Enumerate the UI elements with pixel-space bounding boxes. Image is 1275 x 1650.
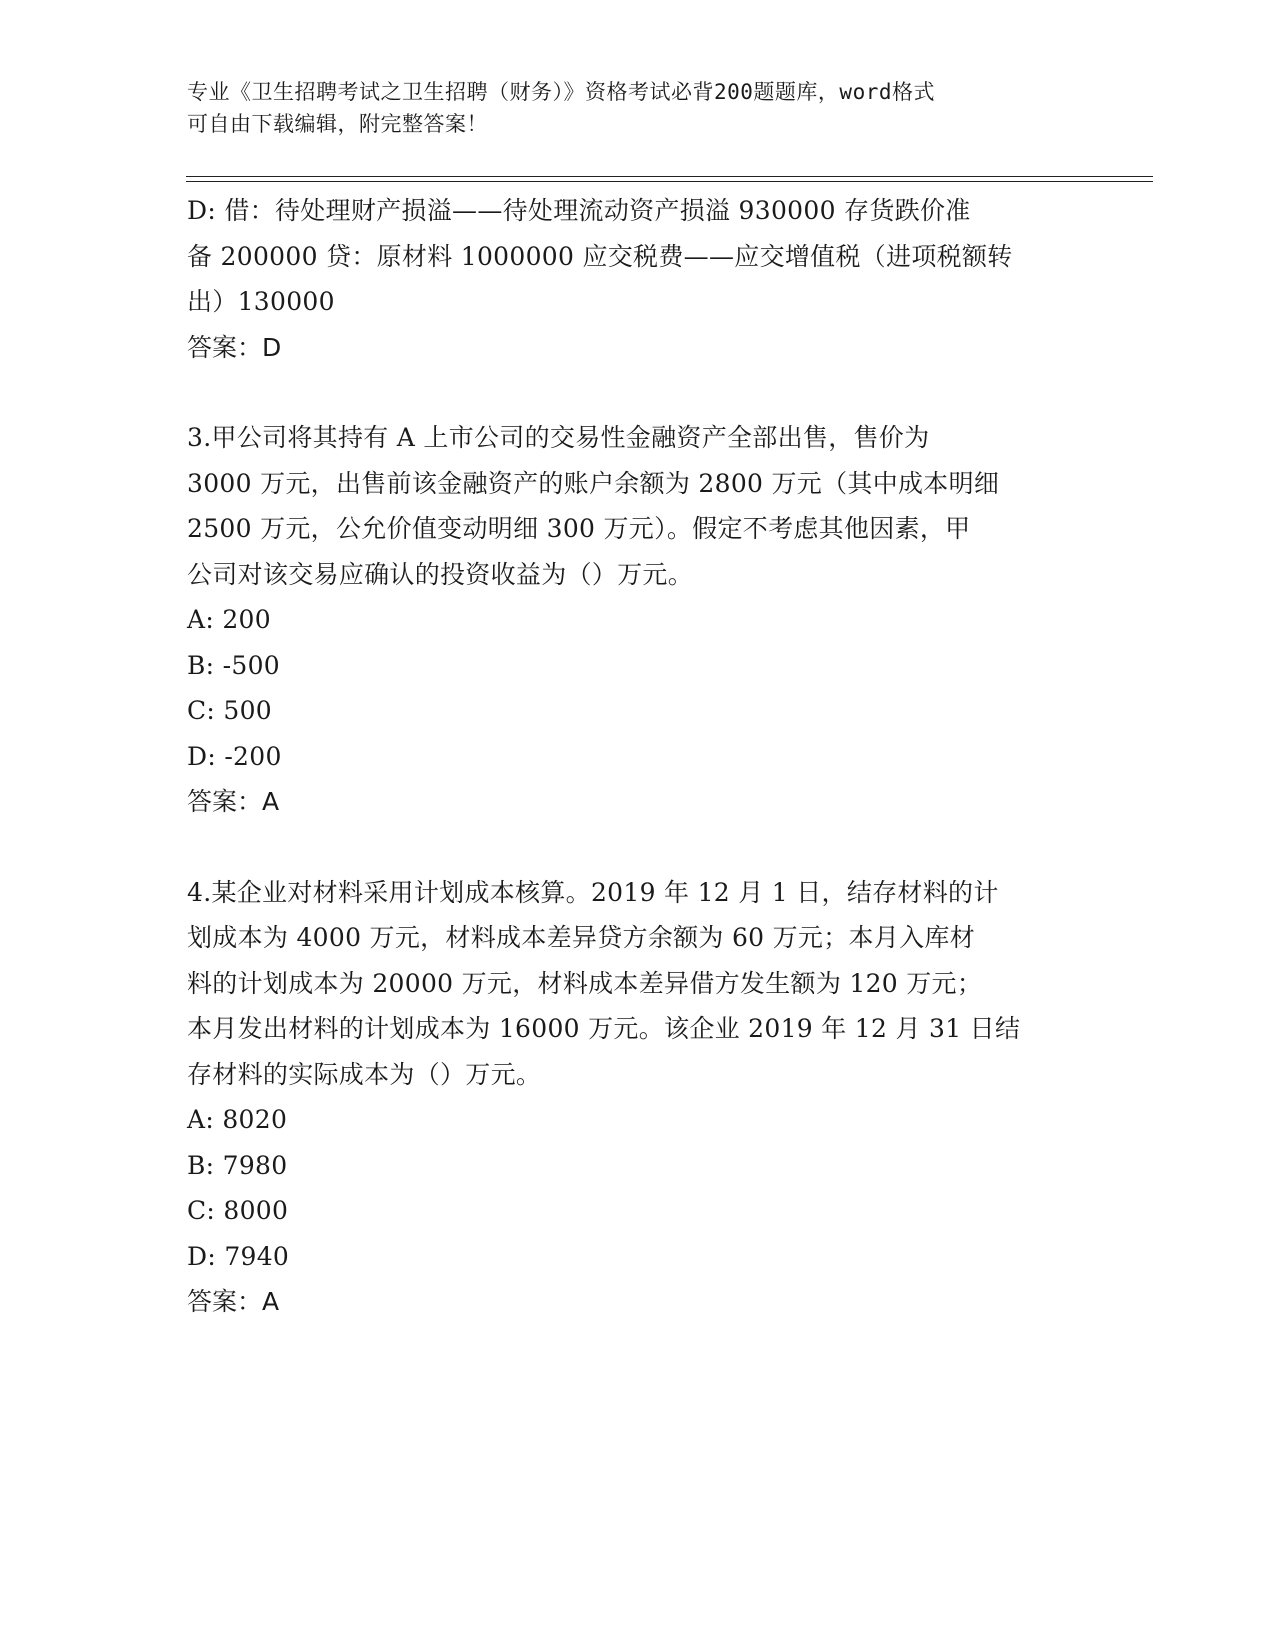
option-line: 备 200000 贷：原材料 1000000 应交税费——应交增值税（进项税额转 bbox=[187, 241, 1013, 271]
header-line: 可自由下载编辑，附完整答案！ bbox=[187, 112, 488, 136]
option-b: B: 7980 bbox=[187, 1150, 288, 1180]
stem-line: 4.某企业对材料采用计划成本核算。2019 年 12 月 1 日，结存材料的计 bbox=[187, 877, 999, 907]
answer-line: 答案：D bbox=[187, 332, 282, 362]
spacer bbox=[187, 370, 1087, 415]
header-divider-bottom bbox=[186, 181, 1153, 182]
stem-line: 3000 万元，出售前该金融资产的账户余额为 2800 万元（其中成本明细 bbox=[187, 468, 1000, 498]
answer-line: 答案：A bbox=[187, 1287, 280, 1316]
document-header bbox=[187, 76, 1087, 140]
option-a: A: 200 bbox=[187, 605, 271, 634]
stem-line: 3.甲公司将其持有 A 上市公司的交易性金融资产全部出售，售价为 bbox=[187, 423, 930, 452]
stem-line: 本月发出材料的计划成本为 16000 万元。该企业 2019 年 12 月 31 日结 bbox=[187, 1014, 1021, 1043]
stem-line: 存材料的实际成本为（）万元。 bbox=[187, 1059, 542, 1089]
stem-line: 划成本为 4000 万元，材料成本差异贷方余额为 60 万元；本月入库材 bbox=[187, 923, 976, 952]
option-b: B: -500 bbox=[187, 650, 281, 680]
option-d: D: 7940 bbox=[187, 1241, 290, 1271]
option-line: 出）130000 bbox=[187, 287, 335, 316]
header-line: 专业《卫生招聘考试之卫生招聘（财务）》资格考试必背200题题库，word格式 bbox=[187, 80, 935, 104]
spacer bbox=[187, 825, 1087, 870]
question-stem bbox=[187, 870, 1087, 1098]
option-a: A: 8020 bbox=[187, 1105, 288, 1134]
stem-line: 公司对该交易应确认的投资收益为（）万元。 bbox=[187, 559, 694, 589]
option-d: D: -200 bbox=[187, 741, 282, 771]
option-line: D: 借：待处理财产损溢——待处理流动资产损溢 930000 存货跌价准 bbox=[187, 196, 971, 225]
question-stem bbox=[187, 415, 1087, 597]
option-d-multiline bbox=[187, 188, 1087, 325]
document-body bbox=[187, 188, 1087, 1325]
answer-line: 答案：A bbox=[187, 787, 280, 816]
stem-line: 2500 万元，公允价值变动明细 300 万元）。假定不考虑其他因素，甲 bbox=[187, 514, 971, 543]
header-divider-top bbox=[186, 176, 1153, 177]
option-c: C: 500 bbox=[187, 696, 273, 725]
stem-line: 料的计划成本为 20000 万元，材料成本差异借方发生额为 120 万元； bbox=[187, 968, 983, 998]
option-c: C: 8000 bbox=[187, 1196, 289, 1225]
